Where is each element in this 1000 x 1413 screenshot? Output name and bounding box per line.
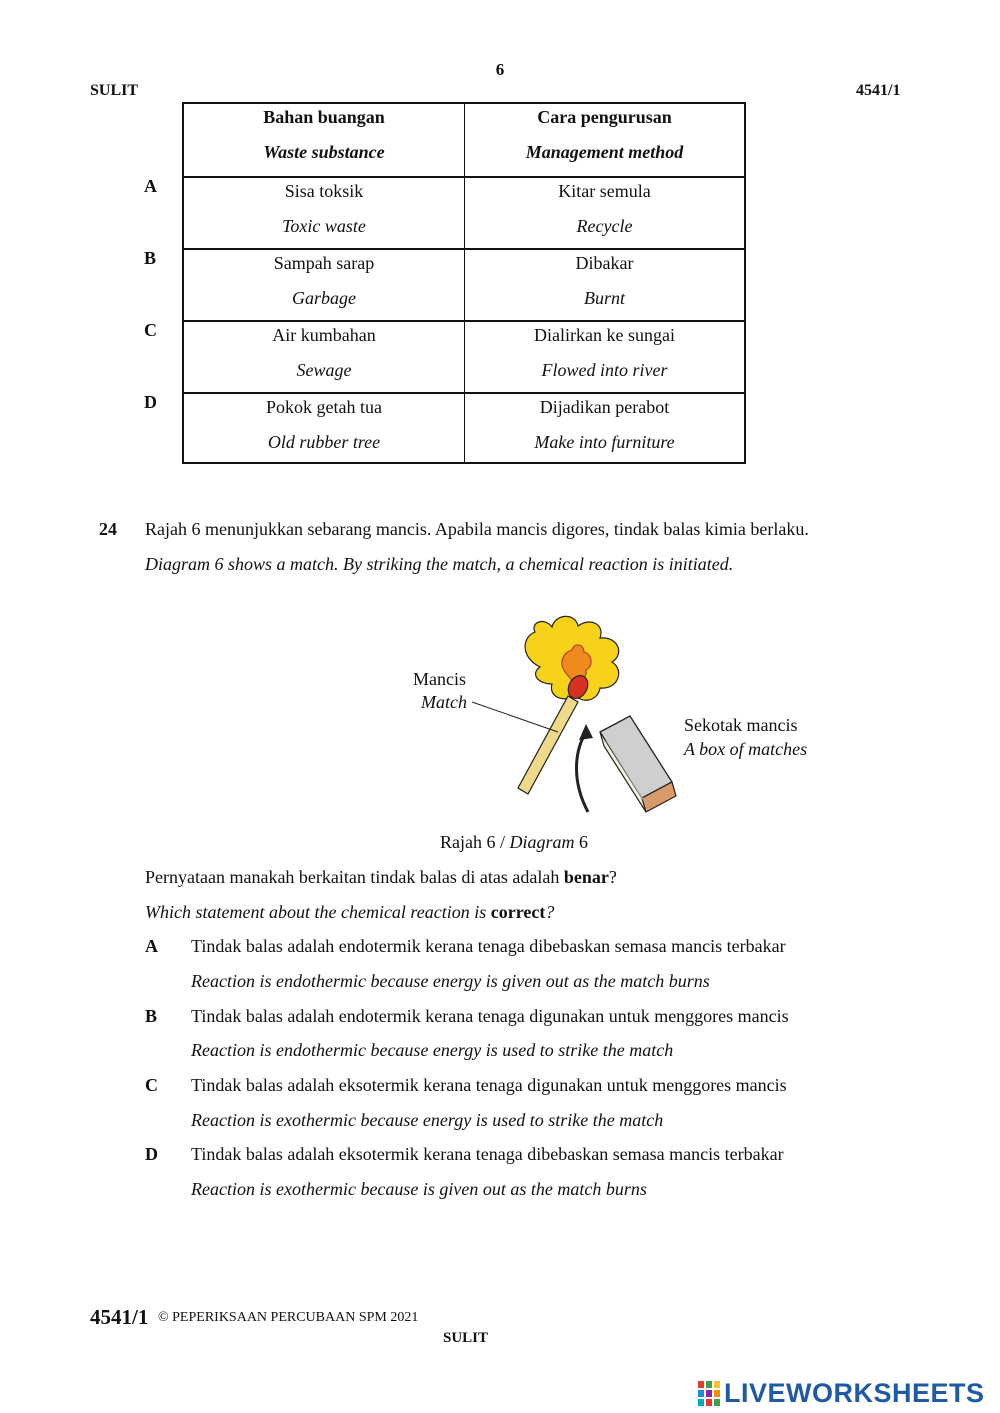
option-d-text-ms[interactable]: Tindak balas adalah eksotermik kerana tenaga dibebaskan semasa mancis terbakar [191,1144,784,1164]
table-cell [465,250,744,320]
statement-ms-end: ? [608,867,617,887]
option-c-text-en[interactable]: Reaction is exothermic because energy is used to strike the match [191,1110,664,1130]
caption-number: 6 [574,832,589,852]
table-row [184,176,744,248]
waste-management-table [182,102,746,464]
table-header-cell [184,104,465,176]
label-match-ms: Mancis [413,669,466,689]
table-row-letter: B [144,248,157,268]
statement-ms-emphasis: benar [563,867,609,887]
statement-en-emphasis: correct [490,902,546,922]
waste-en: Old rubber tree [267,432,381,452]
table-cell [184,250,465,320]
option-c-text-ms[interactable]: Tindak balas adalah eksotermik kerana tenaga digunakan untuk menggores mancis [191,1075,787,1095]
waste-ms: Air kumbahan [272,325,376,345]
table-cell [465,322,744,392]
statement-en-text: Which statement about the chemical reaction is [145,902,491,922]
method-ms: Dibakar [575,253,634,273]
option-a-text-en[interactable]: Reaction is endothermic because energy is given out as the match burns [191,971,710,991]
caption-en: Diagram [509,832,575,852]
table-cell [184,178,465,248]
option-b-text-ms[interactable]: Tindak balas adalah endotermik kerana tenaga digunakan untuk menggores mancis [191,1006,789,1026]
option-b-letter[interactable]: B [145,1006,158,1026]
waste-en: Sewage [296,360,352,380]
statement-en-end: ? [545,902,555,922]
brand-name: LIVEWORKSHEETS [724,1377,985,1408]
table-header-cell [465,104,744,176]
waste-ms: Pokok getah tua [266,397,382,417]
caption-ms: Rajah 6 / [440,832,510,852]
statement-en [145,902,554,923]
method-ms: Dialirkan ke sungai [534,325,675,345]
table-row-letter: D [144,392,157,412]
method-en: Make into furniture [534,432,675,452]
option-b-text-en[interactable]: Reaction is endothermic because energy is used to strike the match [191,1040,674,1060]
table-cell [465,394,744,462]
page-number: 6 [495,60,505,79]
header-paper-code: 4541/1 [856,82,901,99]
arrowhead-icon [579,724,593,740]
diagram-caption [440,832,588,853]
waste-ms: Sampah sarap [273,253,375,273]
waste-en: Garbage [292,288,356,308]
label-box-ms: Sekotak mancis [684,715,798,735]
footer-paper-code: 4541/1 [90,1305,149,1329]
option-a-text-ms[interactable]: Tindak balas adalah endotermik kerana tenaga dibebaskan semasa mancis terbakar [191,936,786,956]
footer-classification: SULIT [443,1330,489,1346]
table-row [184,320,744,392]
waste-ms: Sisa toksik [284,181,364,201]
method-en: Burnt [583,288,625,308]
header-classification: SULIT [90,82,139,99]
strike-arrow-icon [577,732,589,812]
method-en: Flowed into river [541,360,668,380]
table-header-row [184,104,744,176]
table-row-letter: C [144,320,157,340]
header-method-ms: Cara pengurusan [537,107,672,127]
table-row-letter: A [144,176,157,196]
statement-ms [145,867,617,888]
method-ms: Kitar semula [558,181,651,201]
statement-ms-text: Pernyataan manakah berkaitan tindak balas di atas adalah [145,867,564,887]
match-leader-line [470,700,560,740]
liveworksheets-logo-icon [697,1379,721,1407]
table-cell [465,178,744,248]
footer-copyright: © PEPERIKSAAN PERCUBAAN SPM 2021 [158,1310,419,1325]
option-d-text-en[interactable]: Reaction is exothermic because is given out as the match burns [191,1179,647,1199]
method-ms: Dijadikan perabot [539,397,670,417]
option-a-letter[interactable]: A [145,936,158,956]
header-waste-en: Waste substance [263,142,385,162]
question-text-en: Diagram 6 shows a match. By striking the match, a chemical reaction is initiated. [145,554,734,574]
header-waste-ms: Bahan buangan [263,107,385,127]
table-cell [184,322,465,392]
method-en: Recycle [576,216,633,236]
brand-watermark[interactable] [697,1375,985,1411]
table-row [184,392,744,462]
table-row [184,248,744,320]
question-text-ms: Rajah 6 menunjukkan sebarang mancis. Apabila mancis digores, tindak balas kimia berlaku. [145,519,809,539]
header-method-en: Management method [525,142,684,162]
question-number: 24 [99,519,117,539]
waste-en: Toxic waste [282,216,366,236]
table-cell [184,394,465,462]
option-c-letter[interactable]: C [145,1075,158,1095]
option-d-letter[interactable]: D [145,1144,158,1164]
label-box-en: A box of matches [684,739,808,759]
label-match-en: Match [421,692,467,712]
